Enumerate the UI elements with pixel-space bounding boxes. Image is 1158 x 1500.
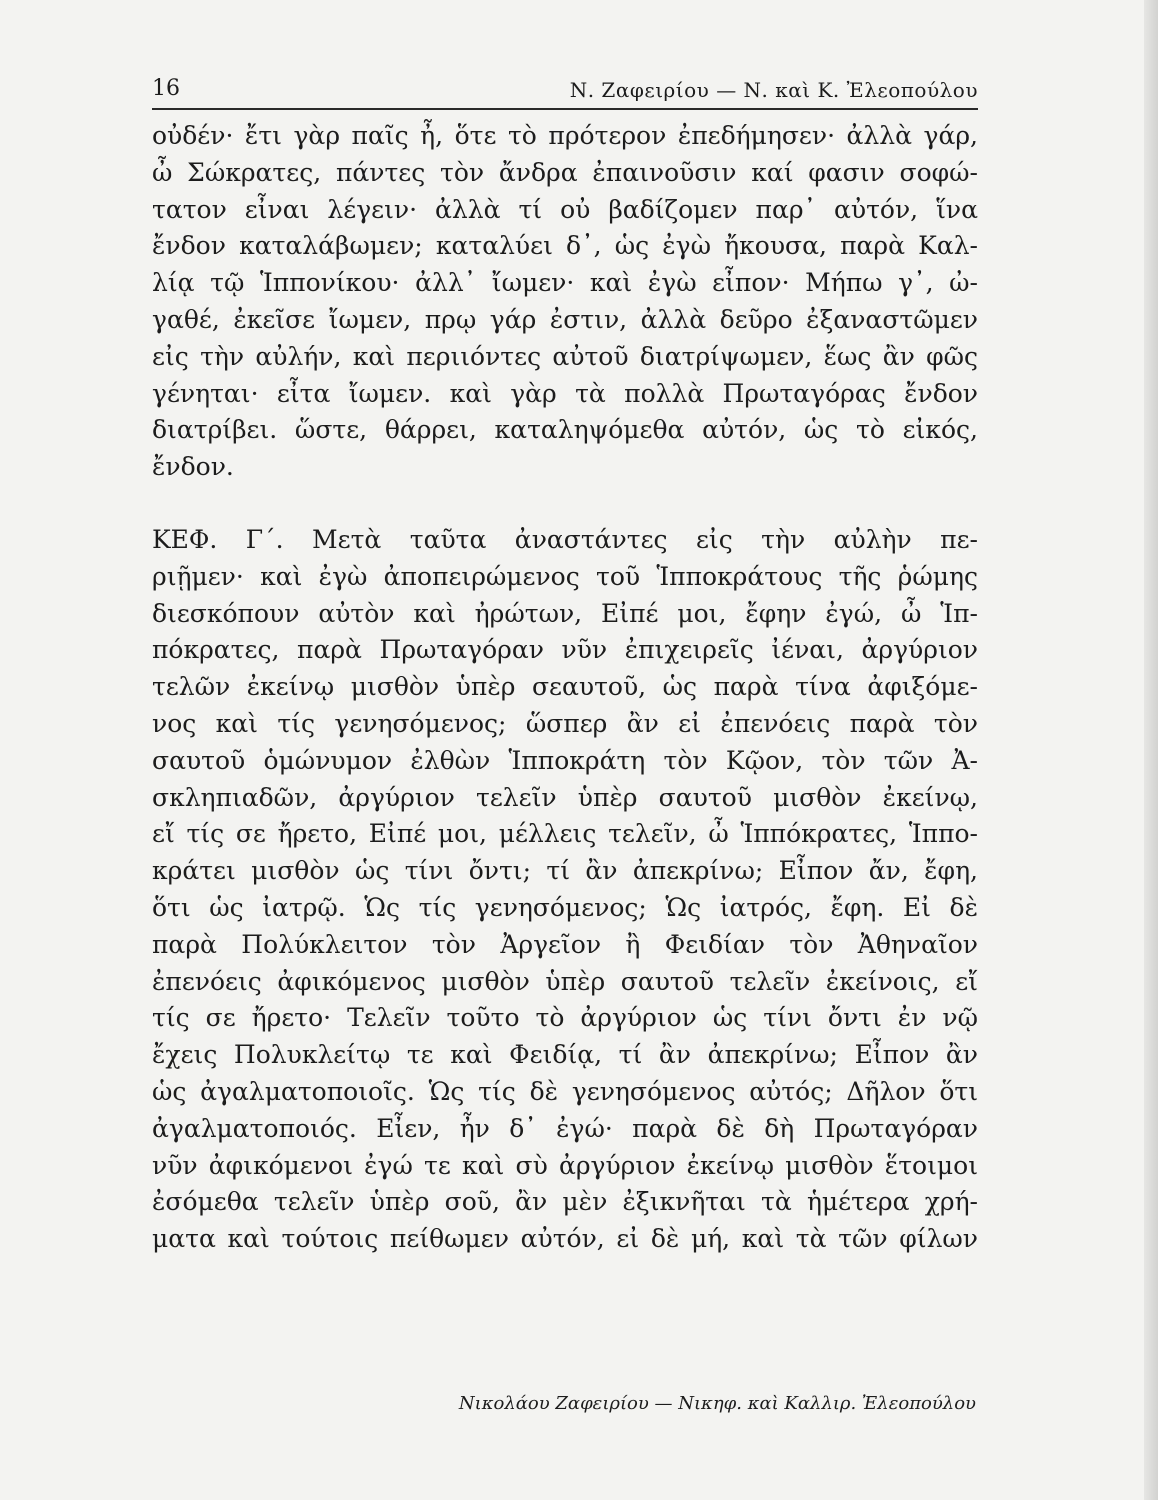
text-line: ὦ Σώκρατες, πάντες τὸν ἄνδρα ἐπαινοῦσιν καί φασιν σοφώ- (152, 157, 978, 187)
text-line: ὡς ἀγαλματοποιοῖς. Ὡς τίς δὲ γενησόμενος αὐτός; Δῆλον ὅτι (152, 1076, 978, 1106)
paragraph-gap (152, 486, 978, 522)
text-line: ἐσόμεθα τελεῖν ὑπὲρ σοῦ, ἂν μὲν ἐξικνῆται τὰ ἡμέτερα χρή- (152, 1187, 978, 1217)
text-line: εἰς τὴν αὐλήν, καὶ περιιόντες αὐτοῦ διατρίψωμεν, ἕως ἂν φῶς (152, 341, 978, 371)
footer-credit: Νικολάου Ζαφειρίου — Νικηφ. καὶ Καλλιρ. Ἐλεοπούλου (458, 1393, 976, 1414)
text-line: κράτει μισθὸν ὡς τίνι ὄντι; τί ἂν ἀπεκρίνω; Εἶπον ἄν, ἔφη, (152, 856, 978, 886)
text-line: οὐδέν· ἔτι γὰρ παῖς ἦ, ὅτε τὸ πρότερον ἐπεδήμησεν· ἀλλὰ γάρ, (152, 121, 978, 150)
text-line: ἀγαλματοποιός. Εἶεν, ἦν δ᾽ ἐγώ· παρὰ δὲ δὴ Πρωταγόραν (152, 1113, 978, 1143)
text-line: σαυτοῦ ὁμώνυμον ἐλθὼν Ἱπποκράτη τὸν Κῷον, τὸν τῶν Ἀ- (152, 745, 978, 775)
text-line: διεσκόπουν αὐτὸν καὶ ἠρώτων, Εἰπέ μοι, ἔφην ἐγώ, ὦ Ἱπ- (152, 598, 978, 628)
text-line: νῦν ἀφικόμενοι ἐγώ τε καὶ σὺ ἀργύριον ἐκείνῳ μισθὸν ἕτοιμοι (152, 1150, 978, 1180)
running-head: Ν. Ζαφειρίου — Ν. καὶ Κ. Ἐλεοπούλου (569, 78, 978, 102)
paragraph-1 (152, 118, 978, 486)
text-line: διατρίβει. ὥστε, θάρρει, καταληψόμεθα αὐτόν, ὡς τὸ εἰκός, (152, 415, 978, 445)
page-edge-shadow (1144, 0, 1158, 1500)
text-line: ὅτι ὡς ἰατρῷ. Ὡς τίς γενησόμενος; Ὡς ἰατρός, ἔφη. Εἰ δὲ (152, 892, 978, 922)
text-line: παρὰ Πολύκλειτον τὸν Ἀργεῖον ἢ Φειδίαν τὸν Ἀθηναῖον (152, 929, 978, 959)
text-line: νος καὶ τίς γενησόμενος; ὥσπερ ἂν εἰ ἐπενόεις παρὰ τὸν (152, 708, 978, 738)
text-line: τελῶν ἐκείνῳ μισθὸν ὑπὲρ σεαυτοῦ, ὡς παρὰ τίνα ἀφιξόμε- (152, 672, 978, 702)
text-line: ἔνδον. (152, 452, 234, 482)
body-text (152, 118, 978, 1258)
text-line: ΚΕΦ. Γ΄. Μετὰ ταῦτα ἀναστάντες εἰς τὴν αὐλὴν πε- (152, 524, 978, 554)
text-line: ἐπενόεις ἀφικόμενος μισθὸν ὑπὲρ σαυτοῦ τελεῖν ἐκείνοις, εἴ (152, 966, 978, 996)
text-line: τατον εἶναι λέγειν· ἀλλὰ τί οὐ βαδίζομεν παρ᾽ αὐτόν, ἵνα (152, 194, 978, 224)
text-line: τίς σε ἤρετο· Τελεῖν τοῦτο τὸ ἀργύριον ὡς τίνι ὄντι ἐν νῷ (152, 1003, 978, 1033)
text-line: ἔχεις Πολυκλείτῳ τε καὶ Φειδίᾳ, τί ἂν ἀπεκρίνω; Εἶπον ἂν (152, 1040, 978, 1070)
text-line: λίᾳ τῷ Ἱππονίκου· ἀλλ᾽ ἴωμεν· καὶ ἐγὼ εἶπον· Μήπω γ᾽, ὠ- (152, 268, 978, 298)
text-line: ἔνδον καταλάβωμεν; καταλύει δ᾽, ὡς ἐγὼ ἤκουσα, παρὰ Καλ- (152, 231, 978, 261)
paragraph-2 (152, 522, 978, 1258)
text-line: σκληπιαδῶν, ἀργύριον τελεῖν ὑπὲρ σαυτοῦ μισθὸν ἐκείνῳ, (152, 782, 978, 812)
text-line: γαθέ, ἐκεῖσε ἴωμεν, πρῳ γάρ ἐστιν, ἀλλὰ δεῦρο ἐξαναστῶμεν (152, 304, 978, 334)
text-line: ματα καὶ τούτοις πείθωμεν αὐτόν, εἰ δὲ μή, καὶ τὰ τῶν φίλων (152, 1224, 978, 1254)
page-number: 16 (152, 76, 180, 101)
text-line: πόκρατες, παρὰ Πρωταγόραν νῦν ἐπιχειρεῖς ἰέναι, ἀργύριον (152, 635, 978, 665)
page-header (152, 74, 978, 110)
text-line: ριῇμεν· καὶ ἐγὼ ἀποπειρώμενος τοῦ Ἱπποκράτους τῆς ῥώμης (152, 561, 978, 591)
text-line: γένηται· εἶτα ἴωμεν. καὶ γὰρ τὰ πολλὰ Πρωταγόρας ἔνδον (152, 378, 978, 408)
text-line: εἴ τίς σε ἤρετο, Εἰπέ μοι, μέλλεις τελεῖν, ὦ Ἱππόκρατες, Ἱππο- (152, 819, 978, 849)
